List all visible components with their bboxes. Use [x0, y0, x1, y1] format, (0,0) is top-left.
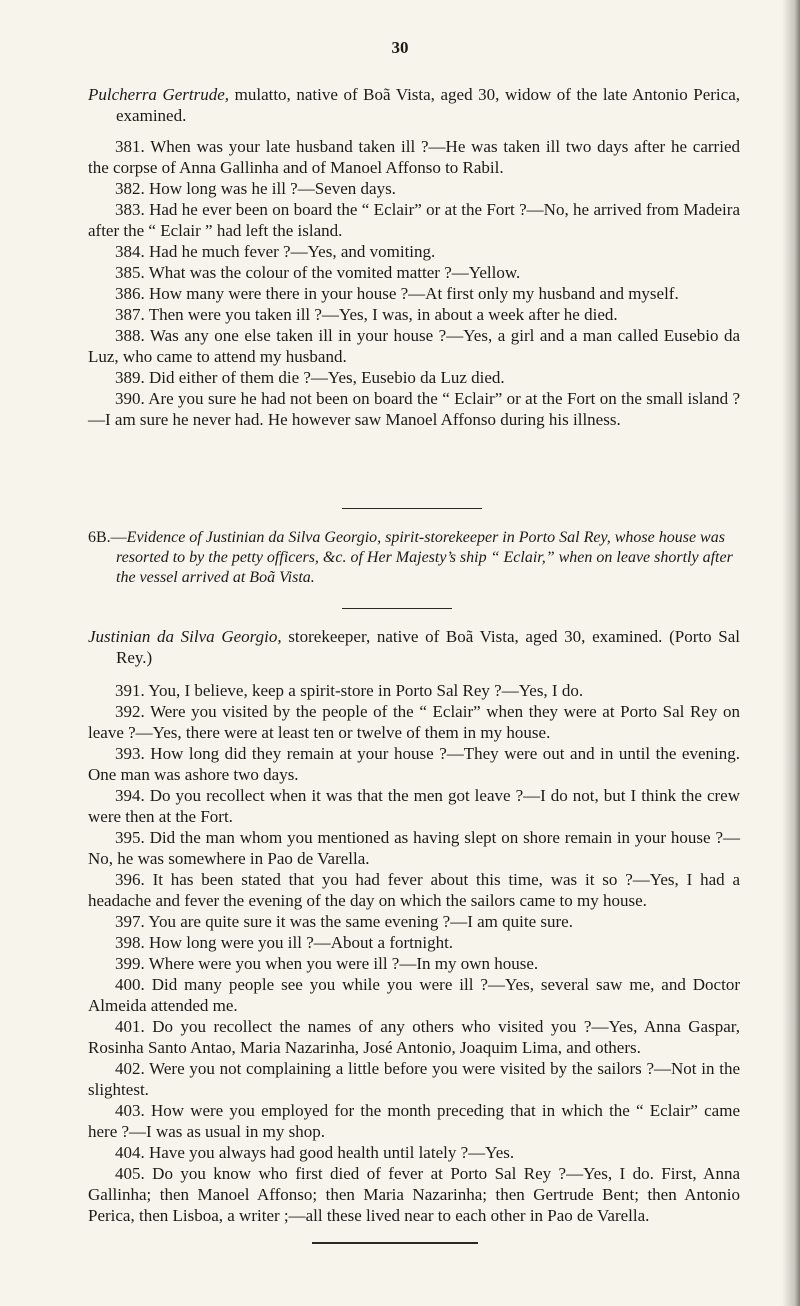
qa-item: 404. Have you always had good health until lately ?—Yes. — [115, 1143, 515, 1162]
witness-header — [88, 626, 740, 668]
qa-item: 389. Did either of them die ?—Yes, Eusebio da Luz died. — [115, 368, 505, 387]
section-divider — [342, 508, 482, 509]
qa-item: 398. How long were you ill ?—About a fortnight. — [115, 933, 454, 952]
qa-item: 387. Then were you taken ill ?—Yes, I was, in about a week after he died. — [115, 305, 618, 324]
qa-item: 391. You, I believe, keep a spirit-store in Porto Sal Rey ?—Yes, I do. — [115, 681, 584, 700]
page-edge-shadow — [782, 0, 800, 1306]
qa-item: 405. Do you know who first died of fever at Porto Sal Rey ?—Yes, I do. First, Anna Gallinha; then Manoel Affonso; then Maria Nazarinha; then Gertrude Bent; then Antonio Perica, then Lisboa, a writer ;—all these lived near to each other in Pao de Varella. — [88, 1164, 740, 1225]
witness-header — [88, 84, 740, 126]
qa-item: 385. What was the colour of the vomited matter ?—Yellow. — [115, 263, 521, 282]
section-pulcherra — [88, 84, 740, 430]
qa-item: 396. It has been stated that you had fever about this time, was it so ?—Yes, I had a headache and fever the evening of the day on which the sailors came to my house. — [88, 870, 740, 910]
qa-item: 382. How long was he ill ?—Seven days. — [115, 179, 396, 198]
qa-item: 392. Were you visited by the people of the “ Eclair” when they were at Porto Sal Rey on leave ?—Yes, there were at least ten or twelve of them in my house. — [88, 702, 740, 742]
qa-item: 393. How long did they remain at your house ?—They were out and in until the evening. One man was ashore two days. — [88, 744, 740, 784]
qa-item: 395. Did the man whom you mentioned as having slept on shore remain in your house ?—No, he was somewhere in Pao de Varella. — [88, 828, 740, 868]
section-divider — [312, 1242, 478, 1244]
qa-list-1 — [88, 136, 740, 430]
qa-item: 381. When was your late husband taken ill ?—He was taken ill two days after he carried the corpse of Anna Gallinha and of Manoel Affonso to Rabil. — [88, 137, 740, 177]
qa-item: 386. How many were there in your house ?—At first only my husband and myself. — [115, 284, 679, 303]
witness-description: mulatto, native of Boã Vista, aged 30, widow of the late Antonio Perica, examined. — [116, 85, 740, 125]
qa-item: 383. Had he ever been on board the “ Eclair” or at the Fort ?—No, he arrived from Madeira after the “ Eclair ” had left the island. — [88, 200, 740, 240]
witness-name: Pulcherra Gertrude, — [88, 85, 230, 104]
qa-list-2 — [88, 680, 740, 1226]
page-number: 30 — [391, 38, 409, 57]
qa-item: 394. Do you recollect when it was that the men got leave ?—I do not, but I think the crew were then at the Fort. — [88, 786, 740, 826]
section-divider — [342, 608, 452, 609]
qa-item: 400. Did many people see you while you were ill ?—Yes, several saw me, and Doctor Almeida attended me. — [88, 975, 740, 1015]
qa-item: 397. You are quite sure it was the same evening ?—I am quite sure. — [115, 912, 573, 931]
witness-description: storekeeper, native of Boã Vista, aged 30, examined. (Porto Sal Rey.) — [116, 627, 740, 667]
evidence-heading — [88, 528, 740, 588]
qa-item: 403. How were you employed for the month preceding that in which the “ Eclair” came here ?—I was as usual in my shop. — [88, 1101, 740, 1141]
evidence-label: 6B.— — [88, 529, 127, 546]
qa-item: 384. Had he much fever ?—Yes, and vomiting. — [115, 242, 436, 261]
qa-item: 399. Where were you when you were ill ?—In my own house. — [115, 954, 539, 973]
witness-name: Justinian da Silva Georgio, — [88, 627, 282, 646]
qa-item: 401. Do you recollect the names of any others who visited you ?—Yes, Anna Gaspar, Rosinha Santo Antao, Maria Nazarinha, José Antonio, Joaquim Lima, and others. — [88, 1017, 740, 1057]
evidence-text: Evidence of Justinian da Silva Georgio, spirit-storekeeper in Porto Sal Rey, whose house was resorted to by the petty officers, &c. of Her Majesty’s ship “ Eclair,” when on leave shortly after the vessel arrived at Boã Vista. — [116, 529, 733, 586]
qa-item: 402. Were you not complaining a little before you were visited by the sailors ?—Not in the slightest. — [88, 1059, 740, 1099]
section-justinian — [88, 626, 740, 1226]
qa-item: 390. Are you sure he had not been on board the “ Eclair” or at the Fort on the small island ?—I am sure he never had. He however saw Manoel Affonso during his illness. — [88, 389, 740, 429]
qa-item: 388. Was any one else taken ill in your house ?—Yes, a girl and a man called Eusebio da Luz, who came to attend my husband. — [88, 326, 740, 366]
